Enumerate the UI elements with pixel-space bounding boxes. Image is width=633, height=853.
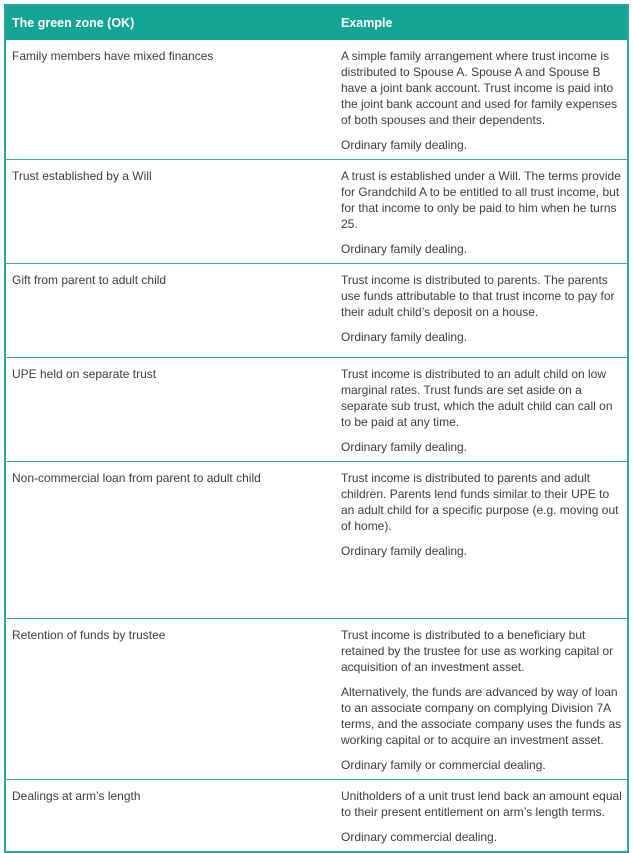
example-paragraph: Trust income is distributed to parents and adult children. Parents lend funds similar to their UPE to an adult child for a specific purpose (e.g. moving out of home). — [341, 471, 619, 533]
example-cell — [336, 780, 627, 851]
example-paragraph: Ordinary family dealing. — [341, 544, 468, 558]
example-cell — [336, 358, 627, 461]
table-header-row — [6, 6, 627, 40]
example-paragraph: Trust income is distributed to an adult child on low marginal rates. Trust funds are set aside on a separate sub trust, which the adult child can call on to be paid at any time. — [341, 367, 613, 429]
scenario-cell: Retention of funds by trustee — [12, 628, 166, 642]
scenario-cell: Non-commercial loan from parent to adult child — [12, 471, 261, 485]
example-cell — [336, 264, 627, 357]
example-paragraph: Ordinary commercial dealing. — [341, 830, 498, 844]
example-cell — [336, 160, 627, 263]
table-row — [6, 779, 627, 851]
scenario-cell: UPE held on separate trust — [12, 367, 157, 381]
header-green-zone: The green zone (OK) — [12, 16, 135, 30]
example-paragraph: Unitholders of a unit trust lend back an amount equal to their present entitlement on arm’s length terms. — [341, 789, 622, 819]
example-paragraph: Ordinary family dealing. — [341, 440, 468, 454]
scenario-cell: Dealings at arm’s length — [12, 789, 141, 803]
example-paragraph: Alternatively, the funds are advanced by way of loan to an associate company on complying Division 7A terms, and the associate company uses the funds as working capital or to acquire an investment asset. — [341, 685, 622, 747]
table-row — [6, 263, 627, 357]
scenario-cell: Family members have mixed finances — [12, 49, 214, 63]
example-paragraph: A trust is established under a Will. The terms provide for Grandchild A to be entitled to all trust income, but for that income to only be paid to him when he turns 25. — [341, 169, 621, 231]
example-cell — [336, 619, 627, 779]
table-row — [6, 40, 627, 159]
example-paragraph: Ordinary family dealing. — [341, 242, 468, 256]
example-paragraph: A simple family arrangement where trust income is distributed to Spouse A. Spouse A and Spouse B have a joint bank account. Trust income is paid into the joint bank account and used for family expenses of both spouses and their dependents. — [341, 49, 618, 127]
table-row — [6, 618, 627, 779]
example-cell — [336, 40, 627, 159]
green-zone-table — [4, 4, 629, 853]
scenario-cell: Trust established by a Will — [12, 169, 152, 183]
example-paragraph: Ordinary family dealing. — [341, 330, 468, 344]
example-paragraph: Ordinary family or commercial dealing. — [341, 758, 546, 772]
scenario-cell: Gift from parent to adult child — [12, 273, 167, 287]
example-paragraph: Trust income is distributed to a beneficiary but retained by the trustee for use as working capital or acquisition of an investment asset. — [341, 628, 614, 674]
header-example: Example — [341, 16, 393, 30]
table-row — [6, 159, 627, 263]
table-row — [6, 357, 627, 461]
example-paragraph: Trust income is distributed to parents. The parents use funds attributable to that trust income to pay for their adult child’s deposit on a house. — [341, 273, 615, 319]
example-cell — [336, 462, 627, 618]
table-row — [6, 461, 627, 618]
example-paragraph: Ordinary family dealing. — [341, 138, 468, 152]
